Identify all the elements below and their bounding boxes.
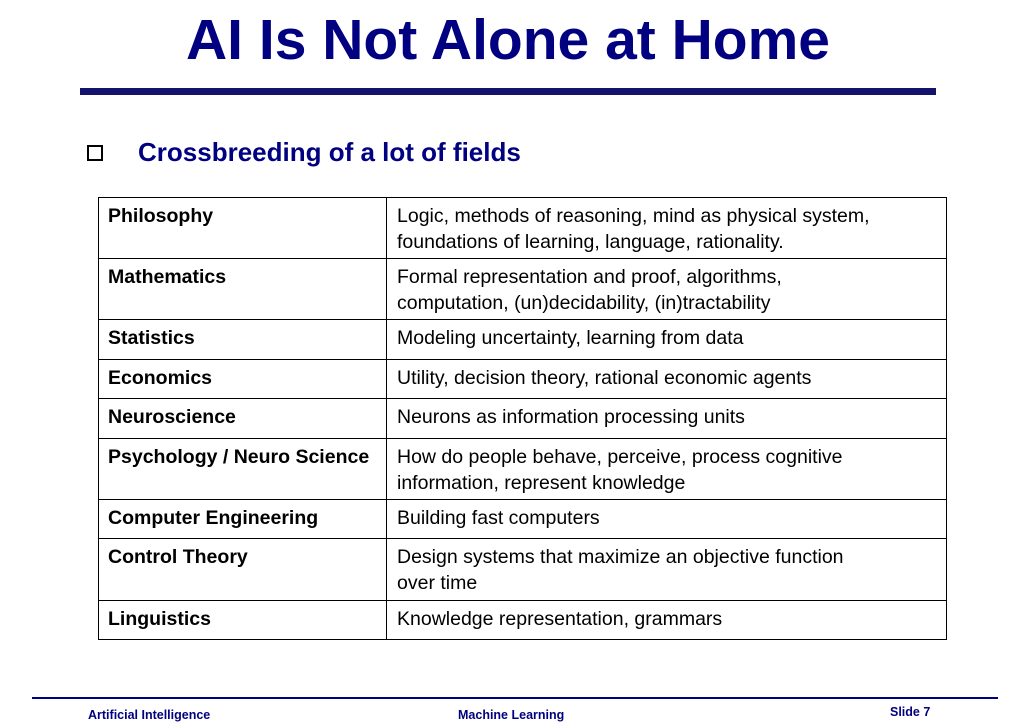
table-row	[99, 360, 947, 399]
field-description-cell	[387, 198, 947, 259]
description-line: Formal representation and proof, algorithms,	[397, 266, 782, 288]
table-row	[99, 539, 947, 601]
table-row	[99, 259, 947, 320]
description-line: information, represent knowledge	[397, 472, 686, 494]
description-line: computation, (un)decidability, (in)tractability	[397, 292, 771, 314]
hollow-square-bullet-icon	[87, 145, 103, 161]
description-line: Modeling uncertainty, learning from data	[397, 327, 744, 349]
table-row	[99, 601, 947, 640]
table-row	[99, 399, 947, 439]
title-divider	[80, 88, 936, 95]
description-line: Logic, methods of reasoning, mind as physical system,	[397, 205, 870, 227]
field-description-cell	[387, 439, 947, 500]
field-description-cell	[387, 399, 947, 439]
description-line: Knowledge representation, grammars	[397, 608, 723, 630]
field-name-cell: Linguistics	[99, 601, 387, 640]
field-description-cell	[387, 320, 947, 360]
field-description-cell	[387, 500, 947, 539]
description-line: over time	[397, 572, 478, 594]
field-description-cell	[387, 539, 947, 601]
field-name-cell: Control Theory	[99, 539, 387, 601]
field-name-cell: Psychology / Neuro Science	[99, 439, 387, 500]
field-name-cell: Computer Engineering	[99, 500, 387, 539]
field-name-cell: Philosophy	[99, 198, 387, 259]
field-name-cell: Neuroscience	[99, 399, 387, 439]
description-line: Design systems that maximize an objective function	[397, 546, 844, 568]
fields-table	[98, 197, 947, 640]
description-line: How do people behave, perceive, process cognitive	[397, 446, 843, 468]
footer-course-label: Artificial Intelligence	[88, 708, 211, 722]
footer-topic-label: Machine Learning	[458, 708, 565, 722]
footer-divider	[32, 697, 998, 699]
field-description-cell	[387, 259, 947, 320]
field-description-cell	[387, 360, 947, 399]
table-row	[99, 439, 947, 500]
table-row	[99, 500, 947, 539]
table-row	[99, 198, 947, 259]
description-line: foundations of learning, language, rationality.	[397, 231, 784, 253]
description-line: Neurons as information processing units	[397, 406, 745, 428]
field-description-cell	[387, 601, 947, 640]
slide-number: Slide 7	[890, 705, 931, 719]
table-row	[99, 320, 947, 360]
description-line: Utility, decision theory, rational economic agents	[397, 367, 812, 389]
slide-title: AI Is Not Alone at Home	[186, 8, 830, 72]
slide-subtitle: Crossbreeding of a lot of fields	[138, 137, 521, 167]
field-name-cell: Economics	[99, 360, 387, 399]
field-name-cell: Statistics	[99, 320, 387, 360]
field-name-cell: Mathematics	[99, 259, 387, 320]
description-line: Building fast computers	[397, 507, 600, 529]
